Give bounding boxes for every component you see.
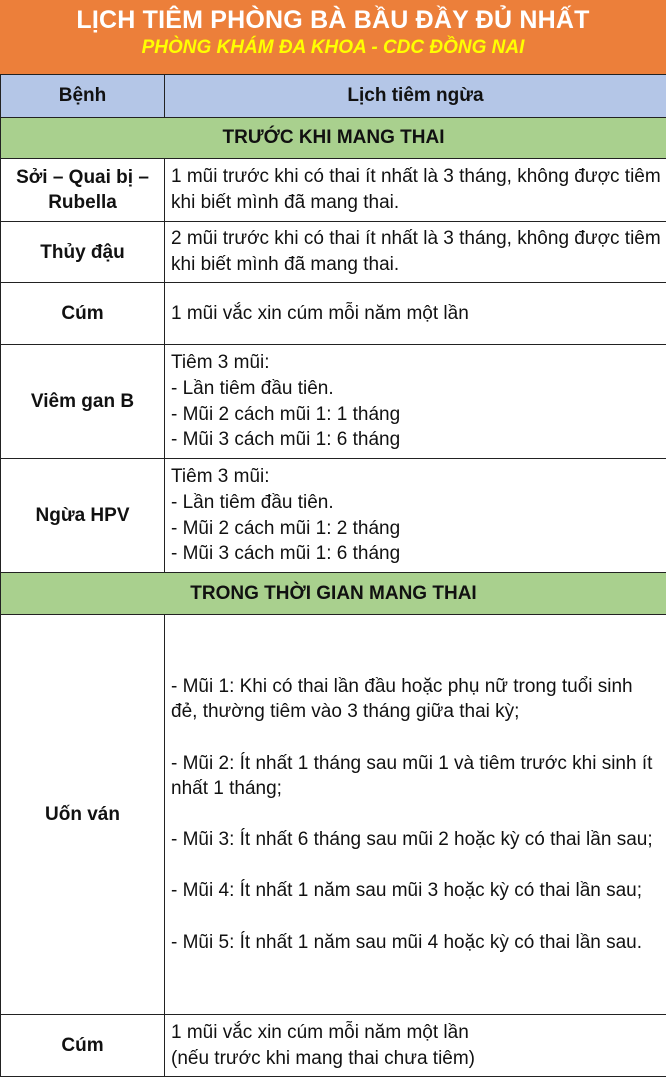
- disease-cell: Cúm: [1, 283, 165, 345]
- title-banner: [0, 0, 666, 74]
- section-title: TRƯỚC KHI MANG THAI: [1, 118, 666, 159]
- table-row: [1, 459, 666, 573]
- disease-cell: Sởi – Quai bị – Rubella: [1, 159, 165, 222]
- disease-cell: Viêm gan B: [1, 345, 165, 459]
- page-subtitle: PHÒNG KHÁM ĐA KHOA - CDC ĐỒNG NAI: [141, 37, 525, 58]
- disease-cell: Uốn ván: [1, 615, 165, 1015]
- schedule-cell: 2 mũi trước khi có thai ít nhất là 3 tháng, không được tiêm khi biết mình đã mang thai.: [165, 222, 666, 283]
- table-row: [1, 345, 666, 459]
- schedule-cell: 1 mũi trước khi có thai ít nhất là 3 tháng, không được tiêm khi biết mình đã mang thai.: [165, 159, 666, 222]
- page-title: LỊCH TIÊM PHÒNG BÀ BẦU ĐẦY ĐỦ NHẤT: [76, 6, 590, 34]
- disease-cell: Cúm: [1, 1015, 165, 1077]
- disease-cell: Thủy đậu: [1, 222, 165, 283]
- table-row: [1, 159, 666, 222]
- schedule-cell: - Mũi 1: Khi có thai lần đầu hoặc phụ nữ trong tuổi sinh đẻ, thường tiêm vào 3 tháng giữa thai kỳ; - Mũi 2: Ít nhất 1 tháng sau mũi 1 và tiêm trước khi sinh ít nhất 1 tháng; - Mũi 3: Ít nhất 6 tháng sau mũi 2 hoặc kỳ có thai lần sau; - Mũi 4: Ít nhất 1 năm sau mũi 3 hoặc kỳ có thai lần sau; - Mũi 5: Ít nhất 1 năm sau mũi 4 hoặc kỳ có thai lần sau.: [165, 615, 666, 1015]
- table-row: [1, 615, 666, 1015]
- table-row: [1, 1015, 666, 1077]
- table-header-row: [1, 75, 666, 118]
- column-header-disease: Bệnh: [1, 75, 165, 118]
- section-row-during-pregnancy: [1, 573, 666, 615]
- schedule-cell: Tiêm 3 mũi: - Lần tiêm đầu tiên. - Mũi 2 cách mũi 1: 1 tháng - Mũi 3 cách mũi 1: 6 tháng: [165, 345, 666, 459]
- section-row-before-pregnancy: [1, 118, 666, 159]
- schedule-cell: 1 mũi vắc xin cúm mỗi năm một lần (nếu trước khi mang thai chưa tiêm): [165, 1015, 666, 1077]
- column-header-schedule: Lịch tiêm ngừa: [165, 75, 666, 118]
- schedule-cell: Tiêm 3 mũi: - Lần tiêm đầu tiên. - Mũi 2 cách mũi 1: 2 tháng - Mũi 3 cách mũi 1: 6 tháng: [165, 459, 666, 573]
- disease-cell: Ngừa HPV: [1, 459, 165, 573]
- schedule-cell: 1 mũi vắc xin cúm mỗi năm một lần: [165, 283, 666, 345]
- table-row: [1, 222, 666, 283]
- table-row: [1, 283, 666, 345]
- schedule-table: [0, 74, 666, 1077]
- section-title: TRONG THỜI GIAN MANG THAI: [1, 573, 666, 615]
